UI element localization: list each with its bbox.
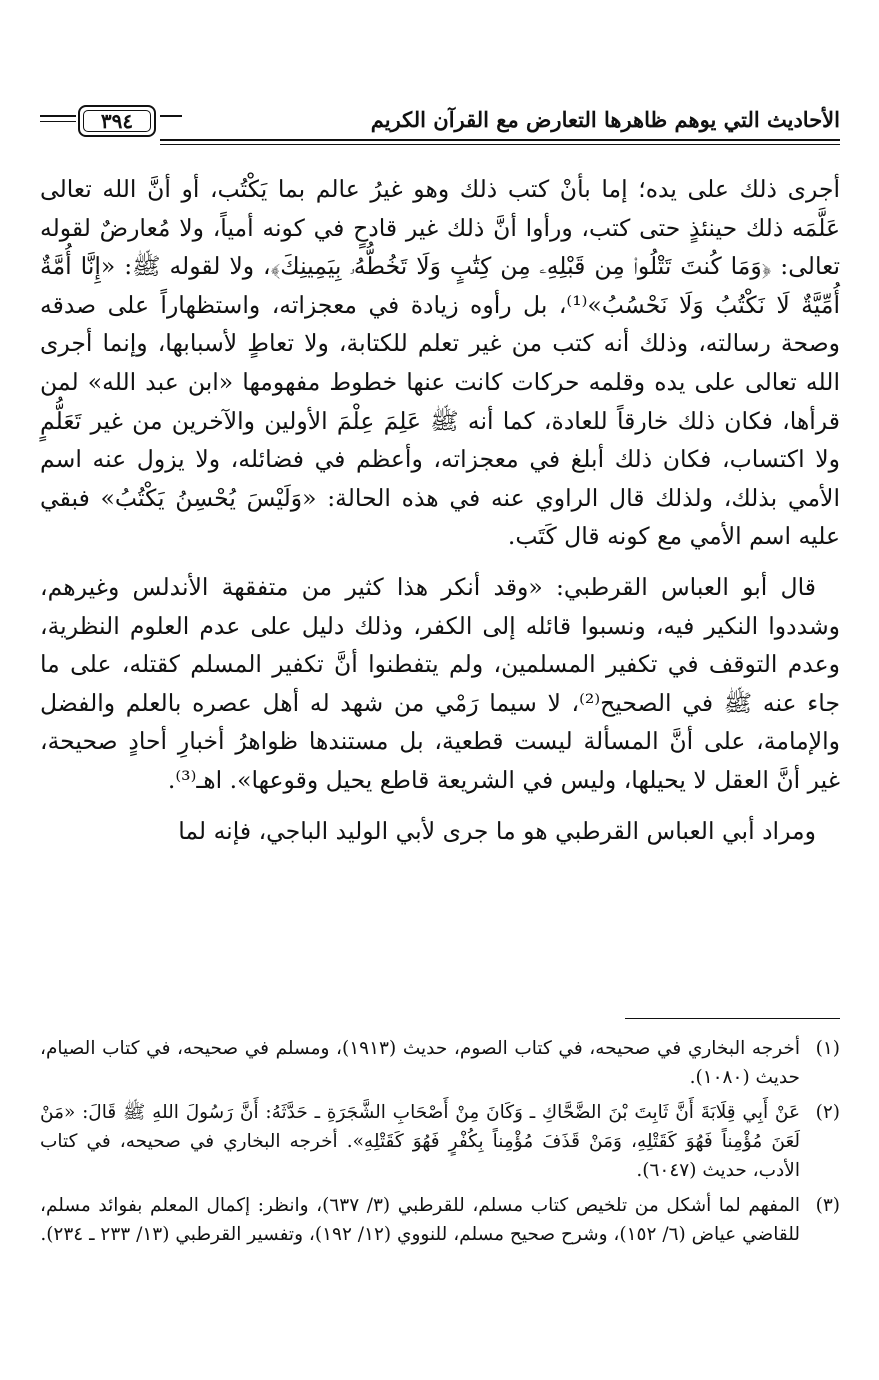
footnote-number: (١): [815, 1038, 840, 1059]
badge-ornament-line-right: [160, 115, 182, 117]
footnote-3: [40, 1191, 840, 1249]
footnote-text: عَنْ أَبِي قِلَابَةَ أَنَّ ثَابِتَ بْنَ الضَّحَّاكِ ـ وَكَانَ مِنْ أَصْحَابِ الشَّجَرَةِ ـ حَدَّثَهُ: أَنَّ رَسُولَ اللهِ ﷺ قَالَ: «مَنْ لَعَنَ مُؤْمِناً فَهُوَ كَقَتْلِهِ، وَمَنْ قَذَفَ مُؤْمِناً بِكُفْرٍ فَهُوَ كَقَتْلِهِ». أخرجه البخاري في صحيحه، في كتاب الأدب، حديث (٦٠٤٧).: [40, 1102, 800, 1181]
footnote-2: [40, 1098, 840, 1185]
footnote-separator: [625, 1018, 840, 1019]
paragraph-1: أجرى ذلك على يده؛ إما بأنْ كتب ذلك وهو غيرُ عالم بما يَكْتُب، أو أنَّ الله تعالى عَلَّمَه ذلك حينئذٍ حتى كتب، ورأوا أنَّ ذلك غير قادحٍ في كونه أمياً، ولا مُعارضٌ لقوله تعالى: ﴿وَمَا كُنتَ تَتْلُوا۟ مِن قَبْلِهِۦ مِن كِتَٰبٍ وَلَا تَخُطُّهُۥ بِيَمِينِكَ﴾، ولا لقوله ﷺ: «إِنَّا أُمَّةٌ أُمِّيَّةٌ لَا نَكْتُبُ وَلَا نَحْسُبُ»⁽¹⁾، بل رأوه زيادة في معجزاته، واستظهاراً على صدقه وصحة رسالته، وذلك أنه كتب من غير تعلم للكتابة، ولا تعاطٍ لأسبابها، وإنما أجرى الله تعالى على يده وقلمه حركات كانت عنها خطوط مفهومها «ابن عبد الله» لمن قرأها، فكان ذلك خارقاً للعادة، كما أنه ﷺ عَلِمَ عِلْمَ الأولين والآخرين من غير تَعَلُّمٍ ولا اكتساب، فكان ذلك أبلغ في معجزاته، وأعظم في فضائله، ولا يزول عنه اسم الأمي بذلك، ولذلك قال الراوي عنه في هذه الحالة: «وَلَيْسَ يُحْسِنُ يَكْتُبُ» فبقي عليه اسم الأمي مع كونه قال كَتَب.: [40, 175, 840, 551]
header-rule: [160, 139, 840, 141]
footnote-text: أخرجه البخاري في صحيحه، في كتاب الصوم، حديث (١٩١٣)، ومسلم في صحيحه، في كتاب الصيام، حديث (١٠٨٠).: [40, 1038, 800, 1088]
main-text: [40, 170, 840, 862]
footnote-text: المفهم لما أشكل من تلخيص كتاب مسلم، للقرطبي (٣/ ٦٣٧)، وانظر: إكمال المعلم بفوائد مسلم، للقاضي عياض (٦/ ١٥٢)، وشرح صحيح مسلم، للنووي (١٢/ ١٩٢)، وتفسير القرطبي (١٣/ ٢٣٣ ـ ٢٣٤).: [40, 1195, 800, 1245]
paragraph-2: قال أبو العباس القرطبي: «وقد أنكر هذا كثير من متفقهة الأندلس وغيرهم، وشددوا النكير فيه، ونسبوا قائله إلى الكفر، وذلك دليل على عدم العلوم النظرية، وعدم التوقف في تكفير المسلمين، ولم يتفطنوا أنَّ تكفير المسلم كقتله، على ما جاء عنه ﷺ في الصحيح⁽²⁾، لا سيما رَمْي من شهد له أهل عصره بالعلم والفضل والإمامة، على أنَّ المسألة ليست قطعية، بل مستندها ظواهرُ أخبارِ أحادٍ صحيحة، غير أنَّ العقل لا يحيلها، وليس في الشريعة قاطع يحيل وقوعها». اهـ⁽³⁾.: [40, 572, 840, 794]
badge-ornament-line: [40, 115, 76, 117]
badge-ornament-line-thin: [40, 121, 76, 122]
footnote-number: (٢): [815, 1102, 840, 1123]
footnotes: [40, 1034, 840, 1255]
page-number-badge: [78, 105, 156, 137]
running-title: الأحاديث التي يوهم ظاهرها التعارض مع القرآن الكريم: [370, 107, 840, 132]
book-page: [40, 0, 840, 1380]
footnote-1: [40, 1034, 840, 1092]
page-header: [40, 105, 840, 145]
footnote-number: (٣): [815, 1195, 840, 1216]
page-number: ٣٩٤: [100, 109, 134, 133]
header-rule-thin: [160, 144, 840, 145]
paragraph-3: ومراد أبي العباس القرطبي هو ما جرى لأبي الوليد الباجي، فإنه لما: [178, 816, 816, 845]
